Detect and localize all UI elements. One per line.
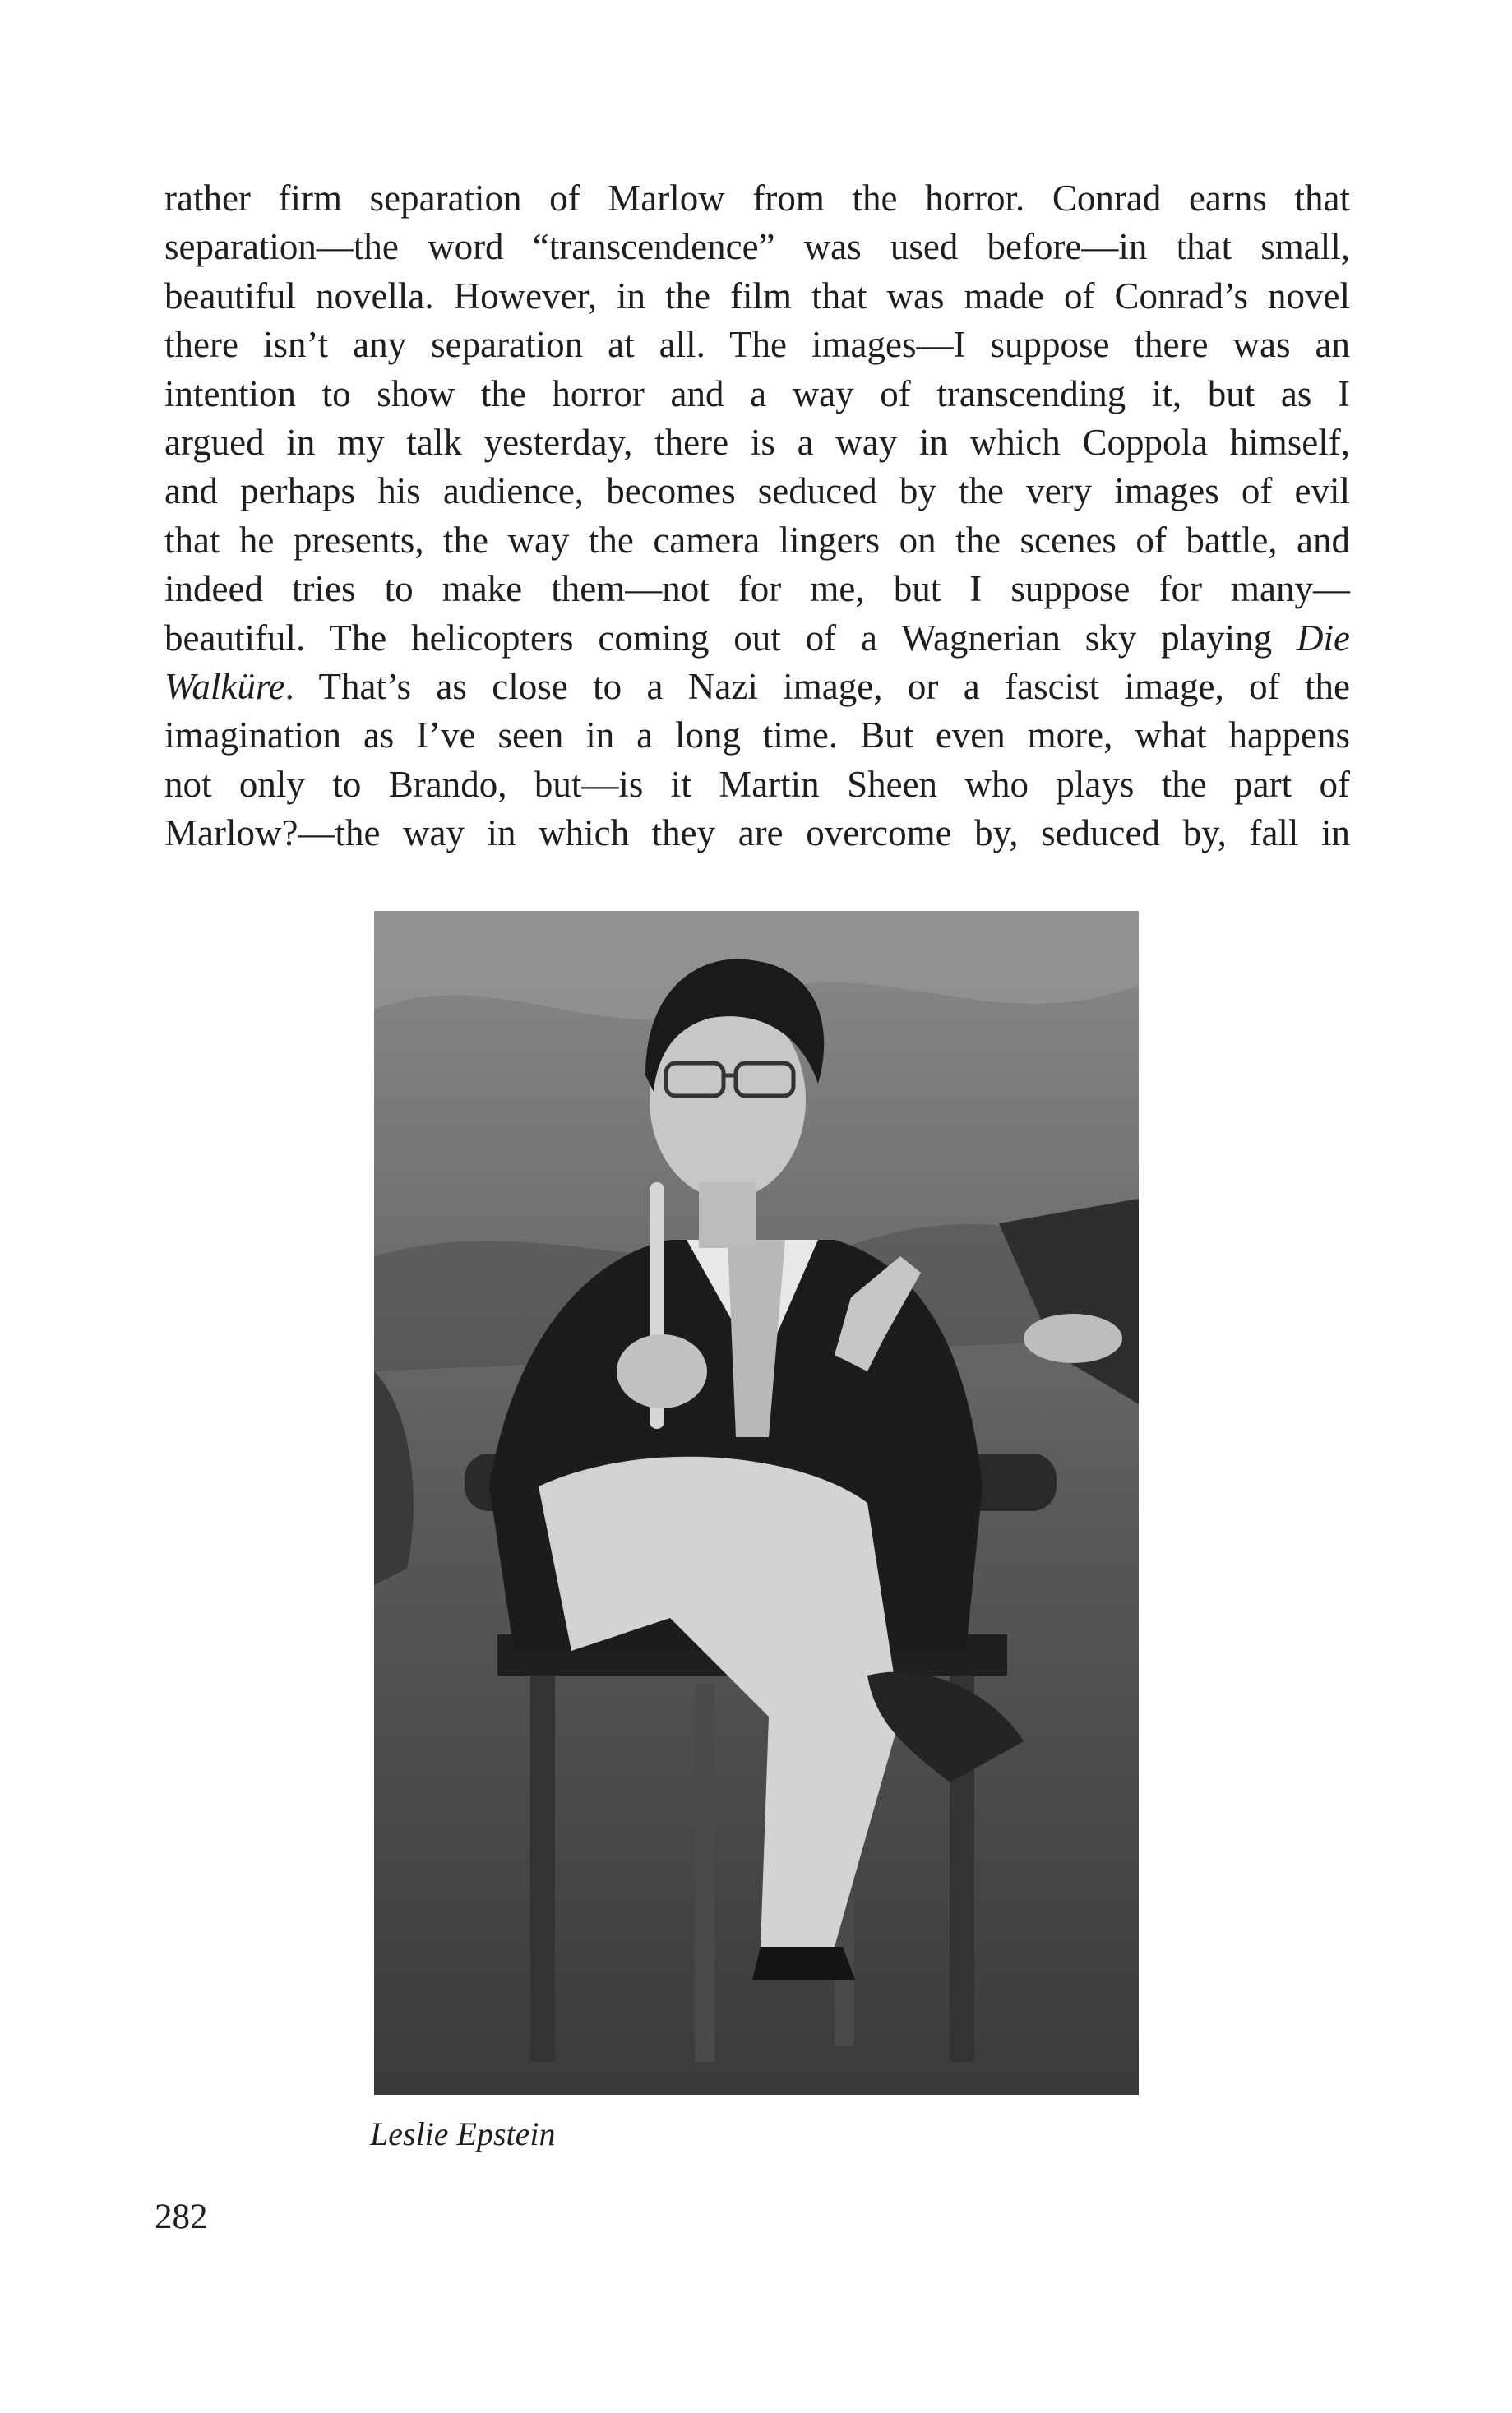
text-line <box>164 614 1350 663</box>
text-line: intention to show the horror and a way of transcending it, but as I <box>164 372 1350 414</box>
portrait-illustration <box>374 911 1139 2095</box>
text-line: beautiful novella. However, in the film that was made of Conrad’s novel <box>164 275 1350 317</box>
text-segment: beautiful. The helicopters coming out of a Wagnerian sky playing <box>164 617 1297 659</box>
text-line: rather firm separation of Marlow from the horror. Conrad earns that <box>164 178 1350 219</box>
page-number: 282 <box>155 2198 208 2236</box>
photo-caption: Leslie Epstein <box>370 2115 556 2152</box>
portrait-photo <box>374 911 1139 2095</box>
text-segment: . That’s as close to a Nazi image, or a fascist image, of the <box>284 665 1350 707</box>
text-line: not only to Brando, but—is it Martin Sheen who plays the part of <box>164 763 1350 805</box>
italic-title: Die <box>1297 617 1350 659</box>
text-line: that he presents, the way the camera lingers on the scenes of battle, and <box>164 519 1350 561</box>
text-line: Marlow?—the way in which they are overcome by, seduced by, fall in <box>164 812 1350 854</box>
text-line <box>164 663 1350 711</box>
text-line: argued in my talk yesterday, there is a way in which Coppola himself, <box>164 421 1350 463</box>
body-text <box>164 174 1350 857</box>
text-line: indeed tries to make them—not for me, but I suppose for many— <box>164 568 1350 610</box>
text-line: separation—the word “transcendence” was used before—in that small, <box>164 226 1350 268</box>
text-line: imagination as I’ve seen in a long time. But even more, what happens <box>164 714 1350 756</box>
text-line: there isn’t any separation at all. The images—I suppose there was an <box>164 324 1350 366</box>
text-line: and perhaps his audience, becomes seduced by the very images of evil <box>164 470 1350 512</box>
italic-title: Walküre <box>164 665 285 707</box>
